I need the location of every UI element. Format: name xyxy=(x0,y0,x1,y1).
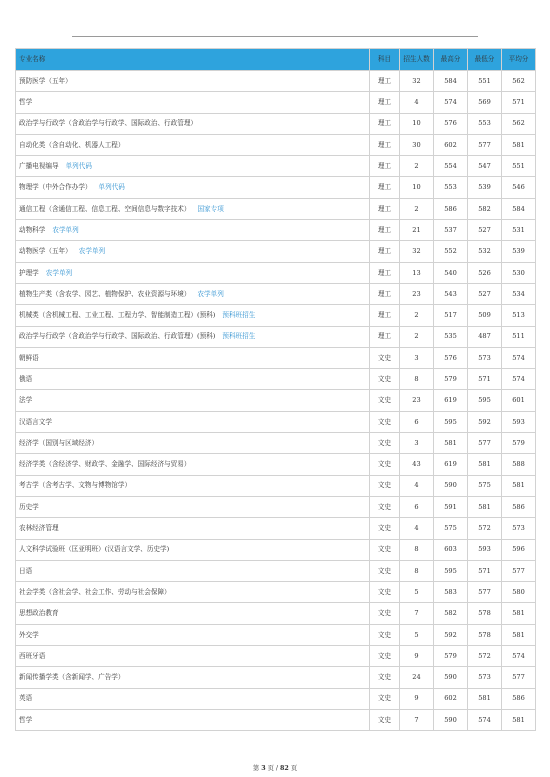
min-score-cell: 553 xyxy=(468,113,502,134)
major-name: 自动化类（含自动化、机器人工程） xyxy=(19,140,125,149)
min-score-cell: 551 xyxy=(468,71,502,92)
max-score-cell: 583 xyxy=(434,582,468,603)
enrollment-cell: 32 xyxy=(400,241,434,262)
enrollment-cell: 24 xyxy=(400,667,434,688)
max-score-cell: 554 xyxy=(434,156,468,177)
major-name: 西班牙语 xyxy=(19,651,46,660)
table-row xyxy=(16,283,536,304)
subject-cell: 文史 xyxy=(370,603,400,624)
major-note: 单列代码 xyxy=(98,183,125,192)
major-name-cell xyxy=(16,560,370,581)
major-name: 经济学类（含经济学、财政学、金融学、国际经济与贸易） xyxy=(19,460,191,469)
major-name-cell xyxy=(16,305,370,326)
min-score-cell: 527 xyxy=(468,283,502,304)
table-row xyxy=(16,582,536,603)
major-name: 日语 xyxy=(19,566,33,575)
subject-cell: 文史 xyxy=(370,433,400,454)
enrollment-cell: 10 xyxy=(400,113,434,134)
major-name: 思想政治教育 xyxy=(19,609,59,618)
max-score-cell: 574 xyxy=(434,92,468,113)
enrollment-cell: 5 xyxy=(400,582,434,603)
min-score-cell: 595 xyxy=(468,390,502,411)
max-score-cell: 576 xyxy=(434,347,468,368)
enrollment-cell: 3 xyxy=(400,433,434,454)
enrollment-cell: 23 xyxy=(400,390,434,411)
min-score-cell: 573 xyxy=(468,667,502,688)
min-score-cell: 526 xyxy=(468,262,502,283)
min-score-cell: 569 xyxy=(468,92,502,113)
min-score-cell: 571 xyxy=(468,369,502,390)
major-name-cell xyxy=(16,518,370,539)
max-score-cell: 543 xyxy=(434,283,468,304)
subject-cell: 文史 xyxy=(370,369,400,390)
major-name: 农林经济管理 xyxy=(19,524,59,533)
major-name: 法学 xyxy=(19,396,33,405)
subject-cell: 文史 xyxy=(370,560,400,581)
current-page-number: 3 xyxy=(261,765,266,772)
subject-cell: 理工 xyxy=(370,220,400,241)
subject-cell: 理工 xyxy=(370,71,400,92)
avg-score-cell: 577 xyxy=(502,560,536,581)
enrollment-cell: 8 xyxy=(400,369,434,390)
max-score-cell: 576 xyxy=(434,113,468,134)
min-score-cell: 571 xyxy=(468,560,502,581)
min-score-cell: 547 xyxy=(468,156,502,177)
enrollment-cell: 6 xyxy=(400,411,434,432)
subject-cell: 理工 xyxy=(370,305,400,326)
table-row xyxy=(16,518,536,539)
table-row xyxy=(16,369,536,390)
major-name-cell xyxy=(16,134,370,155)
enrollment-cell: 30 xyxy=(400,134,434,155)
major-name-cell xyxy=(16,241,370,262)
major-name: 人文科学试验班（匡亚明班）(汉语言文学、历史学) xyxy=(19,545,170,554)
major-name-cell xyxy=(16,220,370,241)
min-score-cell: 581 xyxy=(468,688,502,709)
major-note: 农学单列 xyxy=(78,247,106,256)
min-score-cell: 539 xyxy=(468,177,502,198)
avg-score-cell: 573 xyxy=(502,518,536,539)
min-score-cell: 527 xyxy=(468,220,502,241)
subject-cell: 理工 xyxy=(370,326,400,347)
major-name: 护理学 xyxy=(19,268,39,277)
major-name: 考古学（含考古学、文物与博物馆学） xyxy=(19,481,132,490)
max-score-cell: 619 xyxy=(434,390,468,411)
enrollment-cell: 2 xyxy=(400,326,434,347)
table-header-row xyxy=(16,49,536,71)
max-score-cell: 581 xyxy=(434,433,468,454)
major-name-cell xyxy=(16,390,370,411)
avg-score-cell: 581 xyxy=(502,475,536,496)
major-name-cell xyxy=(16,369,370,390)
max-score-cell: 579 xyxy=(434,646,468,667)
subject-cell: 文史 xyxy=(370,539,400,560)
major-name-cell xyxy=(16,709,370,730)
avg-score-cell: 601 xyxy=(502,390,536,411)
max-score-cell: 582 xyxy=(434,603,468,624)
enrollment-cell: 8 xyxy=(400,539,434,560)
major-name-cell xyxy=(16,454,370,475)
max-score-cell: 595 xyxy=(434,411,468,432)
subject-cell: 理工 xyxy=(370,113,400,134)
table-row xyxy=(16,390,536,411)
major-name-cell xyxy=(16,411,370,432)
avg-score-cell: 581 xyxy=(502,603,536,624)
major-note: 单列代码 xyxy=(65,162,92,171)
subject-cell: 文史 xyxy=(370,667,400,688)
avg-score-cell: 562 xyxy=(502,71,536,92)
enrollment-cell: 6 xyxy=(400,496,434,517)
subject-cell: 文史 xyxy=(370,709,400,730)
major-name: 机械类（含机械工程、工业工程、工程力学、智能制造工程）(预科) xyxy=(19,311,216,320)
avg-score-cell: 593 xyxy=(502,411,536,432)
table-row xyxy=(16,177,536,198)
major-name: 预防医学（五年） xyxy=(19,76,72,85)
max-score-cell: 517 xyxy=(434,305,468,326)
min-score-cell: 575 xyxy=(468,475,502,496)
enrollment-cell: 7 xyxy=(400,603,434,624)
avg-score-cell: 574 xyxy=(502,369,536,390)
max-score-cell: 595 xyxy=(434,560,468,581)
major-name-cell xyxy=(16,475,370,496)
table-body xyxy=(16,71,536,731)
major-name-cell xyxy=(16,603,370,624)
subject-cell: 理工 xyxy=(370,156,400,177)
major-name-cell xyxy=(16,156,370,177)
table-row xyxy=(16,241,536,262)
footer-suffix: 页 xyxy=(290,765,298,772)
max-score-cell: 602 xyxy=(434,688,468,709)
subject-cell: 文史 xyxy=(370,624,400,645)
footer-separator: 页 / xyxy=(267,765,281,772)
table-row xyxy=(16,433,536,454)
avg-score-cell: 581 xyxy=(502,624,536,645)
total-page-count: 82 xyxy=(280,765,289,772)
max-score-cell: 586 xyxy=(434,198,468,219)
min-score-cell: 581 xyxy=(468,496,502,517)
max-score-cell: 553 xyxy=(434,177,468,198)
avg-score-cell: 580 xyxy=(502,582,536,603)
avg-score-cell: 584 xyxy=(502,198,536,219)
avg-score-cell: 571 xyxy=(502,92,536,113)
min-score-cell: 581 xyxy=(468,454,502,475)
major-name: 动物科学 xyxy=(19,225,46,234)
table-row xyxy=(16,646,536,667)
major-name-cell xyxy=(16,582,370,603)
subject-cell: 理工 xyxy=(370,262,400,283)
enrollment-cell: 2 xyxy=(400,156,434,177)
enrollment-cell: 10 xyxy=(400,177,434,198)
subject-cell: 文史 xyxy=(370,454,400,475)
table-row xyxy=(16,92,536,113)
avg-score-cell: 562 xyxy=(502,113,536,134)
table-row xyxy=(16,454,536,475)
major-name-cell xyxy=(16,646,370,667)
table-row xyxy=(16,220,536,241)
major-name-cell xyxy=(16,71,370,92)
enrollment-cell: 5 xyxy=(400,624,434,645)
max-score-cell: 575 xyxy=(434,518,468,539)
major-name: 外交学 xyxy=(19,630,39,639)
avg-score-cell: 596 xyxy=(502,539,536,560)
subject-cell: 理工 xyxy=(370,134,400,155)
major-name: 动物医学（五年） xyxy=(19,247,72,256)
avg-score-cell: 513 xyxy=(502,305,536,326)
avg-score-cell: 534 xyxy=(502,283,536,304)
max-score-cell: 579 xyxy=(434,369,468,390)
major-note: 农学单列 xyxy=(197,289,224,298)
avg-score-cell: 581 xyxy=(502,134,536,155)
header-major-name: 专业名称 xyxy=(16,49,370,71)
table-row xyxy=(16,156,536,177)
major-name: 社会学类（含社会学、社会工作、劳动与社会保障） xyxy=(19,587,171,596)
avg-score-cell: 574 xyxy=(502,347,536,368)
subject-cell: 文史 xyxy=(370,582,400,603)
table-row xyxy=(16,198,536,219)
min-score-cell: 578 xyxy=(468,603,502,624)
major-note: 预科班招生 xyxy=(222,332,256,341)
enrollment-cell: 9 xyxy=(400,646,434,667)
table-row xyxy=(16,709,536,730)
major-name-cell xyxy=(16,433,370,454)
major-name: 通信工程（含通信工程、信息工程、空间信息与数字技术） xyxy=(19,204,191,213)
table-row xyxy=(16,262,536,283)
table-row xyxy=(16,326,536,347)
header-subject: 科目 xyxy=(370,49,400,71)
top-rule xyxy=(72,36,478,37)
major-name-cell xyxy=(16,688,370,709)
subject-cell: 文史 xyxy=(370,347,400,368)
avg-score-cell: 511 xyxy=(502,326,536,347)
major-name: 新闻传播学类（含新闻学、广告学） xyxy=(19,673,125,682)
major-name-cell xyxy=(16,283,370,304)
enrollment-cell: 32 xyxy=(400,71,434,92)
subject-cell: 文史 xyxy=(370,496,400,517)
max-score-cell: 584 xyxy=(434,71,468,92)
subject-cell: 理工 xyxy=(370,283,400,304)
avg-score-cell: 551 xyxy=(502,156,536,177)
min-score-cell: 577 xyxy=(468,433,502,454)
table-row xyxy=(16,134,536,155)
major-name: 俄语 xyxy=(19,375,33,383)
enrollment-cell: 4 xyxy=(400,475,434,496)
major-name-cell xyxy=(16,667,370,688)
min-score-cell: 572 xyxy=(468,646,502,667)
avg-score-cell: 579 xyxy=(502,433,536,454)
enrollment-cell: 13 xyxy=(400,262,434,283)
major-name: 广播电视编导 xyxy=(19,162,59,171)
subject-cell: 文史 xyxy=(370,390,400,411)
major-name: 经济学（国别与区域经济） xyxy=(19,438,99,447)
avg-score-cell: 588 xyxy=(502,454,536,475)
min-score-cell: 578 xyxy=(468,624,502,645)
enrollment-cell: 7 xyxy=(400,709,434,730)
subject-cell: 文史 xyxy=(370,646,400,667)
subject-cell: 理工 xyxy=(370,198,400,219)
header-enrollment: 招生人数 xyxy=(400,49,434,71)
enrollment-cell: 2 xyxy=(400,305,434,326)
header-max-score: 最高分 xyxy=(434,49,468,71)
max-score-cell: 552 xyxy=(434,241,468,262)
max-score-cell: 590 xyxy=(434,709,468,730)
major-name: 物理学（中外合作办学） xyxy=(19,183,92,192)
avg-score-cell: 531 xyxy=(502,220,536,241)
min-score-cell: 572 xyxy=(468,518,502,539)
enrollment-cell: 23 xyxy=(400,283,434,304)
enrollment-cell: 3 xyxy=(400,347,434,368)
major-note: 预科班招生 xyxy=(222,311,256,320)
major-name-cell xyxy=(16,177,370,198)
max-score-cell: 592 xyxy=(434,624,468,645)
major-name-cell xyxy=(16,539,370,560)
table-row xyxy=(16,475,536,496)
major-name: 英语 xyxy=(19,694,33,703)
max-score-cell: 619 xyxy=(434,454,468,475)
table-row xyxy=(16,560,536,581)
subject-cell: 文史 xyxy=(370,475,400,496)
avg-score-cell: 581 xyxy=(502,709,536,730)
major-note: 国家专项 xyxy=(197,204,224,213)
table-row xyxy=(16,688,536,709)
avg-score-cell: 546 xyxy=(502,177,536,198)
major-note: 农学单列 xyxy=(45,268,73,277)
enrollment-cell: 4 xyxy=(400,518,434,539)
subject-cell: 理工 xyxy=(370,177,400,198)
max-score-cell: 535 xyxy=(434,326,468,347)
max-score-cell: 540 xyxy=(434,262,468,283)
max-score-cell: 603 xyxy=(434,539,468,560)
max-score-cell: 537 xyxy=(434,220,468,241)
major-name: 政治学与行政学（含政治学与行政学、国际政治、行政管理） xyxy=(19,119,198,128)
subject-cell: 文史 xyxy=(370,411,400,432)
avg-score-cell: 574 xyxy=(502,646,536,667)
major-name: 哲学 xyxy=(19,715,33,724)
major-name-cell xyxy=(16,624,370,645)
major-name: 朝鲜语 xyxy=(19,353,39,362)
table-row xyxy=(16,411,536,432)
major-name-cell xyxy=(16,198,370,219)
min-score-cell: 593 xyxy=(468,539,502,560)
subject-cell: 文史 xyxy=(370,688,400,709)
min-score-cell: 509 xyxy=(468,305,502,326)
major-name-cell xyxy=(16,262,370,283)
table-row xyxy=(16,305,536,326)
table-row xyxy=(16,539,536,560)
enrollment-cell: 8 xyxy=(400,560,434,581)
major-name: 植物生产类（含农学、园艺、植物保护、农业资源与环境） xyxy=(19,289,191,298)
major-note: 农学单列 xyxy=(52,225,79,234)
table-row xyxy=(16,624,536,645)
enrollment-cell: 2 xyxy=(400,198,434,219)
subject-cell: 理工 xyxy=(370,241,400,262)
min-score-cell: 532 xyxy=(468,241,502,262)
avg-score-cell: 586 xyxy=(502,496,536,517)
subject-cell: 理工 xyxy=(370,92,400,113)
min-score-cell: 487 xyxy=(468,326,502,347)
major-name-cell xyxy=(16,496,370,517)
major-name-cell xyxy=(16,326,370,347)
max-score-cell: 602 xyxy=(434,134,468,155)
footer-prefix: 第 xyxy=(252,765,260,772)
table-row xyxy=(16,347,536,368)
min-score-cell: 573 xyxy=(468,347,502,368)
major-name-cell xyxy=(16,92,370,113)
enrollment-cell: 43 xyxy=(400,454,434,475)
min-score-cell: 574 xyxy=(468,709,502,730)
max-score-cell: 590 xyxy=(434,475,468,496)
table-row xyxy=(16,496,536,517)
max-score-cell: 590 xyxy=(434,667,468,688)
avg-score-cell: 539 xyxy=(502,241,536,262)
major-name: 汉语言文学 xyxy=(19,417,52,426)
header-min-score: 最低分 xyxy=(468,49,502,71)
avg-score-cell: 530 xyxy=(502,262,536,283)
max-score-cell: 591 xyxy=(434,496,468,517)
min-score-cell: 592 xyxy=(468,411,502,432)
subject-cell: 文史 xyxy=(370,518,400,539)
major-name-cell xyxy=(16,347,370,368)
table-row xyxy=(16,113,536,134)
table-row xyxy=(16,603,536,624)
min-score-cell: 582 xyxy=(468,198,502,219)
header-avg-score: 平均分 xyxy=(502,49,536,71)
table-row xyxy=(16,71,536,92)
min-score-cell: 577 xyxy=(468,134,502,155)
avg-score-cell: 577 xyxy=(502,667,536,688)
enrollment-cell: 9 xyxy=(400,688,434,709)
major-name: 历史学 xyxy=(19,502,39,511)
admission-score-table xyxy=(15,48,536,731)
major-name: 政治学与行政学（含政治学与行政学、国际政治、行政管理）(预科) xyxy=(19,332,216,341)
enrollment-cell: 4 xyxy=(400,92,434,113)
enrollment-cell: 21 xyxy=(400,220,434,241)
major-name: 哲学 xyxy=(19,98,33,107)
min-score-cell: 577 xyxy=(468,582,502,603)
table-row xyxy=(16,667,536,688)
avg-score-cell: 586 xyxy=(502,688,536,709)
page-footer xyxy=(0,763,550,772)
major-name-cell xyxy=(16,113,370,134)
